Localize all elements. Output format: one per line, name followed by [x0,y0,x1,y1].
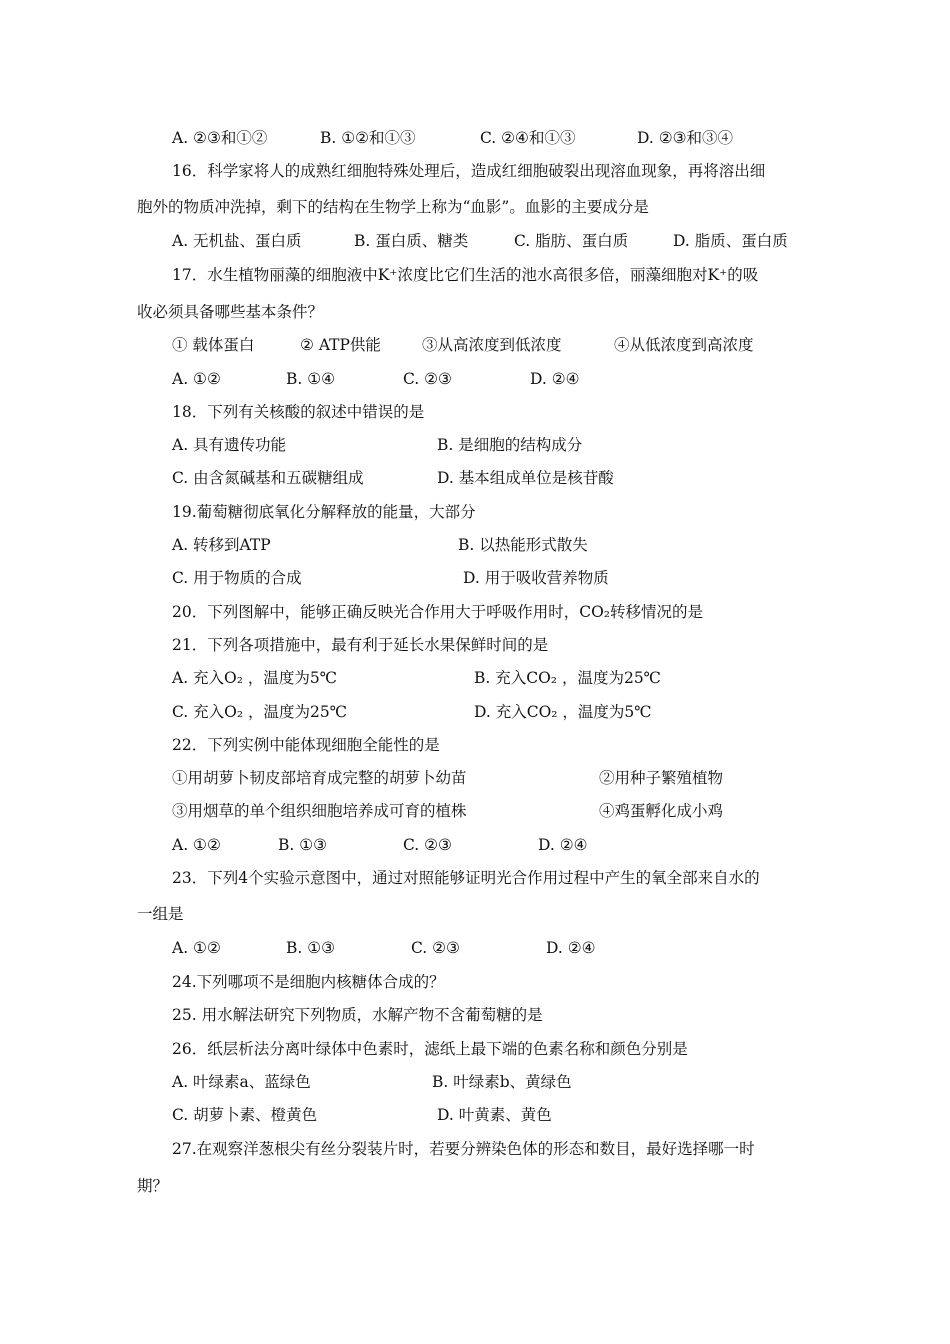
option: B. 叶绿素b、黄绿色 [432,1073,572,1091]
question-20: 20．下列图解中，能够正确反映光合作用大于呼吸作用时，CO₂转移情况的是 [172,603,704,621]
condition: ② ATP供能 [300,336,381,354]
option: C. ②④和①③ [480,129,576,147]
question-26: 26．纸层析法分离叶绿体中色素时，滤纸上最下端的色素名称和颜色分别是 [172,1040,688,1058]
condition: ① 载体蛋白 [172,336,255,354]
question-16: 16．科学家将人的成熟红细胞特殊处理后，造成红细胞破裂出现溶血现象，再将溶出细 [172,162,766,180]
example: ②用种子繁殖植物 [599,769,724,787]
option: B. 是细胞的结构成分 [437,436,583,454]
option: B. ①④ [286,370,336,388]
question-16-cont: 胞外的物质冲洗掉，剩下的结构在生物学上称为“血影”。血影的主要成分是 [137,198,649,216]
option: C. 脂肪、蛋白质 [514,232,629,250]
question-24: 24.下列哪项不是细胞内核糖体合成的？ [172,973,445,991]
option: D. ②④ [538,836,588,854]
option: B. 充入CO₂ ，温度为25℃ [474,669,662,687]
option: C. ②③ [403,836,452,854]
option: A. 转移到ATP [172,536,271,554]
question-17-cont: 收必须具备哪些基本条件？ [137,303,324,321]
option: A. ①② [172,836,221,854]
option: C. ②③ [411,939,460,957]
option: A. ①② [172,370,221,388]
option: D. ②④ [546,939,596,957]
condition: ③从高浓度到低浓度 [422,336,562,354]
question-27-cont: 期？ [137,1177,169,1195]
option: B. ①③ [278,836,328,854]
example: ④鸡蛋孵化成小鸡 [599,802,724,820]
option: B. ①③ [286,939,336,957]
question-23-cont: 一组是 [137,905,184,923]
option: C. 胡萝卜素、橙黄色 [172,1106,318,1124]
option: C. 用于物质的合成 [172,569,302,587]
condition: ④从低浓度到高浓度 [614,336,754,354]
option: A. 无机盐、蛋白质 [172,232,302,250]
option: D. ②④ [530,370,580,388]
option: B. 蛋白质、糖类 [354,232,469,250]
question-27: 27.在观察洋葱根尖有丝分裂装片时，若要分辨染色体的形态和数目，最好选择哪一时 [172,1140,755,1158]
question-23: 23．下列4个实验示意图中，通过对照能够证明光合作用过程中产生的氧全部来自水的 [172,869,760,887]
option: C. 充入O₂ ，温度为25℃ [172,703,348,721]
option: C. ②③ [403,370,452,388]
question-25: 25. 用水解法研究下列物质，水解产物不含葡萄糖的是 [172,1006,543,1024]
option: B. ①②和①③ [320,129,416,147]
option: C. 由含氮碱基和五碳糖组成 [172,469,364,487]
question-17: 17．水生植物丽藻的细胞液中K⁺浓度比它们生活的池水高很多倍，丽藻细胞对K⁺的吸 [172,266,759,284]
option: A. 具有遗传功能 [172,436,287,454]
option: D. ②③和③④ [637,129,734,147]
example: ①用胡萝卜韧皮部培育成完整的胡萝卜幼苗 [172,769,467,787]
option: B. 以热能形式散失 [458,536,588,554]
option: A. 充入O₂ ，温度为5℃ [172,669,338,687]
option: D. 充入CO₂ ，温度为5℃ [474,703,652,721]
question-21: 21．下列各项措施中，最有利于延长水果保鲜时间的是 [172,636,549,654]
question-18: 18．下列有关核酸的叙述中错误的是 [172,403,425,421]
option: A. ②③和①② [172,129,268,147]
option: D. 用于吸收营养物质 [463,569,609,587]
option: D. 叶黄素、黄色 [437,1106,552,1124]
option: D. 脂质、蛋白质 [673,232,788,250]
example: ③用烟草的单个组织细胞培养成可育的植株 [172,802,467,820]
question-19: 19.葡萄糖彻底氧化分解释放的能量，大部分 [172,503,476,521]
option: A. ①② [172,939,221,957]
option: D. 基本组成单位是核苷酸 [437,469,614,487]
question-22: 22．下列实例中能体现细胞全能性的是 [172,736,440,754]
option: A. 叶绿素a、蓝绿色 [172,1073,311,1091]
